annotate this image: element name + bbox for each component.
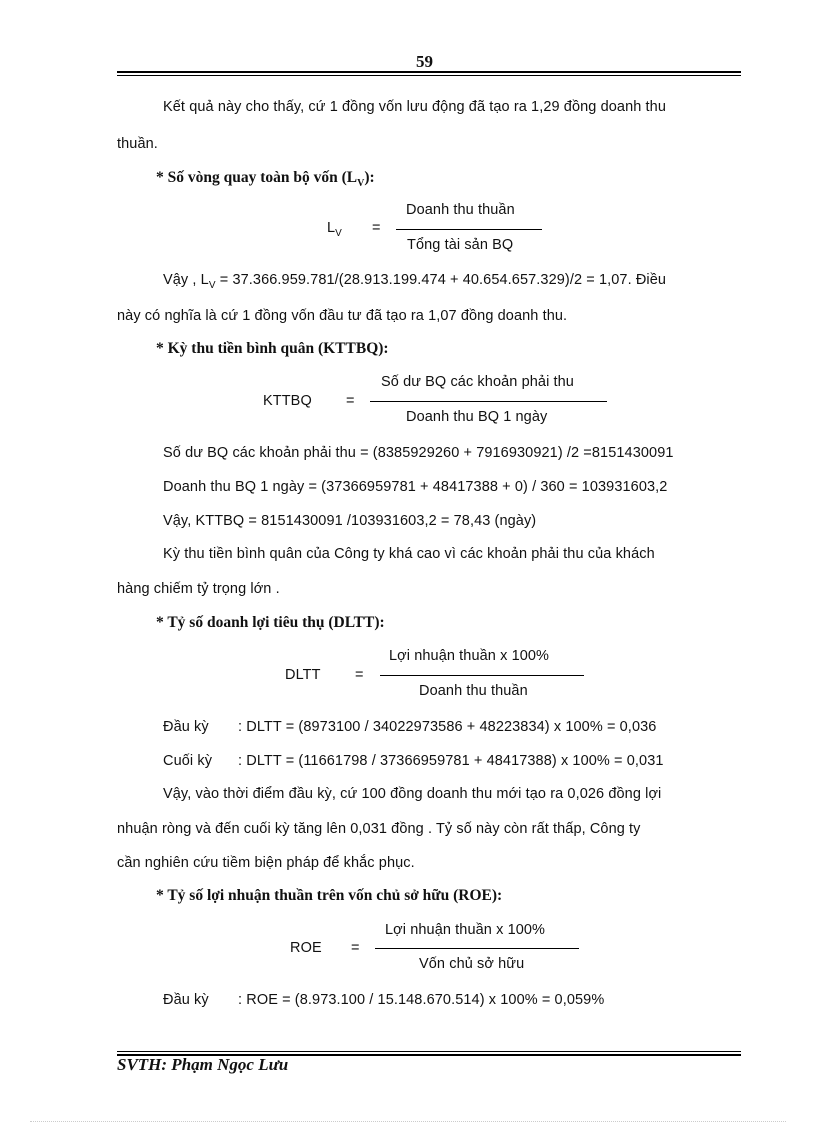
formula-lhs bbox=[327, 220, 342, 239]
formula-lhs-subscript: V bbox=[335, 227, 342, 239]
formula-lhs: KTTBQ bbox=[263, 393, 312, 409]
paragraph-line: này có nghĩa là cứ 1 đồng vốn đầu tư đã tạo ra 1,07 đồng doanh thu. bbox=[117, 308, 568, 324]
formula-denominator: Doanh thu thuần bbox=[419, 683, 528, 699]
text-part: Vậy , L bbox=[163, 272, 209, 288]
section-heading-kttbq: * Kỳ thu tiền bình quân (KTTBQ): bbox=[156, 340, 389, 357]
paragraph-line: Vậy, vào thời điểm đầu kỳ, cứ 100 đồng doanh thu mới tạo ra 0,026 đồng lợi bbox=[163, 786, 662, 802]
paragraph-line: thuần. bbox=[117, 136, 158, 152]
formula-denominator: Doanh thu BQ 1 ngày bbox=[406, 409, 548, 425]
text-subscript: V bbox=[208, 279, 216, 291]
formula-lhs-text: L bbox=[327, 220, 336, 236]
footer-author: SVTH: Phạm Ngọc Lưu bbox=[117, 1055, 289, 1074]
section-heading-roe: * Tỷ số lợi nhuận thuần trên vốn chủ sở hữu (ROE): bbox=[156, 887, 503, 904]
formula-numerator: Doanh thu thuần bbox=[406, 202, 515, 218]
calculation-label: Đầu kỳ bbox=[163, 992, 209, 1008]
header-rule-bottom bbox=[117, 75, 741, 76]
text-part: = 37.366.959.781/(28.913.199.474 + 40.654.657.329)/2 = 1,07. Điều bbox=[215, 272, 667, 288]
formula-denominator: Vốn chủ sở hữu bbox=[419, 956, 525, 972]
heading-text: * Số vòng quay toàn bộ vốn (L bbox=[156, 169, 358, 186]
paragraph-line: Kỳ thu tiền bình quân của Công ty khá cao vì các khoản phải thu của khách bbox=[163, 546, 655, 562]
formula-numerator: Số dư BQ các khoản phải thu bbox=[381, 374, 574, 390]
formula-equals: = bbox=[372, 220, 381, 236]
heading-subscript: V bbox=[357, 178, 365, 190]
paragraph-line: Kết quả này cho thấy, cứ 1 đồng vốn lưu động đã tạo ra 1,29 đồng doanh thu bbox=[163, 99, 666, 115]
fraction-bar bbox=[396, 229, 542, 230]
paragraph-line: hàng chiếm tỷ trọng lớn . bbox=[117, 581, 280, 597]
heading-text-end: ): bbox=[364, 169, 375, 186]
section-heading-lv bbox=[156, 169, 375, 189]
formula-numerator: Lợi nhuận thuần x 100% bbox=[385, 922, 546, 938]
calculation-value: : ROE = (8.973.100 / 15.148.670.514) x 100% = 0,059% bbox=[238, 992, 605, 1008]
header-rule-top bbox=[117, 71, 741, 73]
formula-equals: = bbox=[355, 667, 364, 683]
formula-lhs: ROE bbox=[290, 940, 322, 956]
formula-lhs: DLTT bbox=[285, 667, 321, 683]
calculation-label: Cuối kỳ bbox=[163, 753, 213, 769]
fraction-bar bbox=[380, 675, 584, 676]
page-number: 59 bbox=[416, 52, 433, 71]
formula-equals: = bbox=[346, 393, 355, 409]
section-heading-dltt: * Tỷ số doanh lợi tiêu thụ (DLTT): bbox=[156, 614, 385, 631]
footer-rule-top bbox=[117, 1051, 741, 1052]
calculation-label: Đầu kỳ bbox=[163, 719, 209, 735]
page-edge-dotted-line bbox=[30, 1121, 786, 1122]
fraction-bar bbox=[370, 401, 607, 402]
calculation-line: Doanh thu BQ 1 ngày = (37366959781 + 48417388 + 0) / 360 = 103931603,2 bbox=[163, 479, 668, 495]
formula-denominator: Tổng tài sản BQ bbox=[407, 237, 514, 253]
formula-equals: = bbox=[351, 940, 360, 956]
calculation-line: Vậy, KTTBQ = 8151430091 /103931603,2 = 78,43 (ngày) bbox=[163, 513, 537, 529]
calculation-value: : DLTT = (11661798 / 37366959781 + 48417388) x 100% = 0,031 bbox=[238, 753, 664, 769]
calculation-value: : DLTT = (8973100 / 34022973586 + 48223834) x 100% = 0,036 bbox=[238, 719, 657, 735]
paragraph-line: nhuận ròng và đến cuối kỳ tăng lên 0,031 đồng . Tỷ số này còn rất thấp, Công ty bbox=[117, 821, 641, 837]
paragraph-line: cần nghiên cứu tiềm biện pháp để khắc phục. bbox=[117, 855, 415, 871]
fraction-bar bbox=[375, 948, 579, 949]
calculation-line: Số dư BQ các khoản phải thu = (8385929260 + 7916930921) /2 =8151430091 bbox=[163, 445, 674, 461]
formula-numerator: Lợi nhuận thuần x 100% bbox=[389, 648, 550, 664]
paragraph-line bbox=[163, 272, 666, 291]
